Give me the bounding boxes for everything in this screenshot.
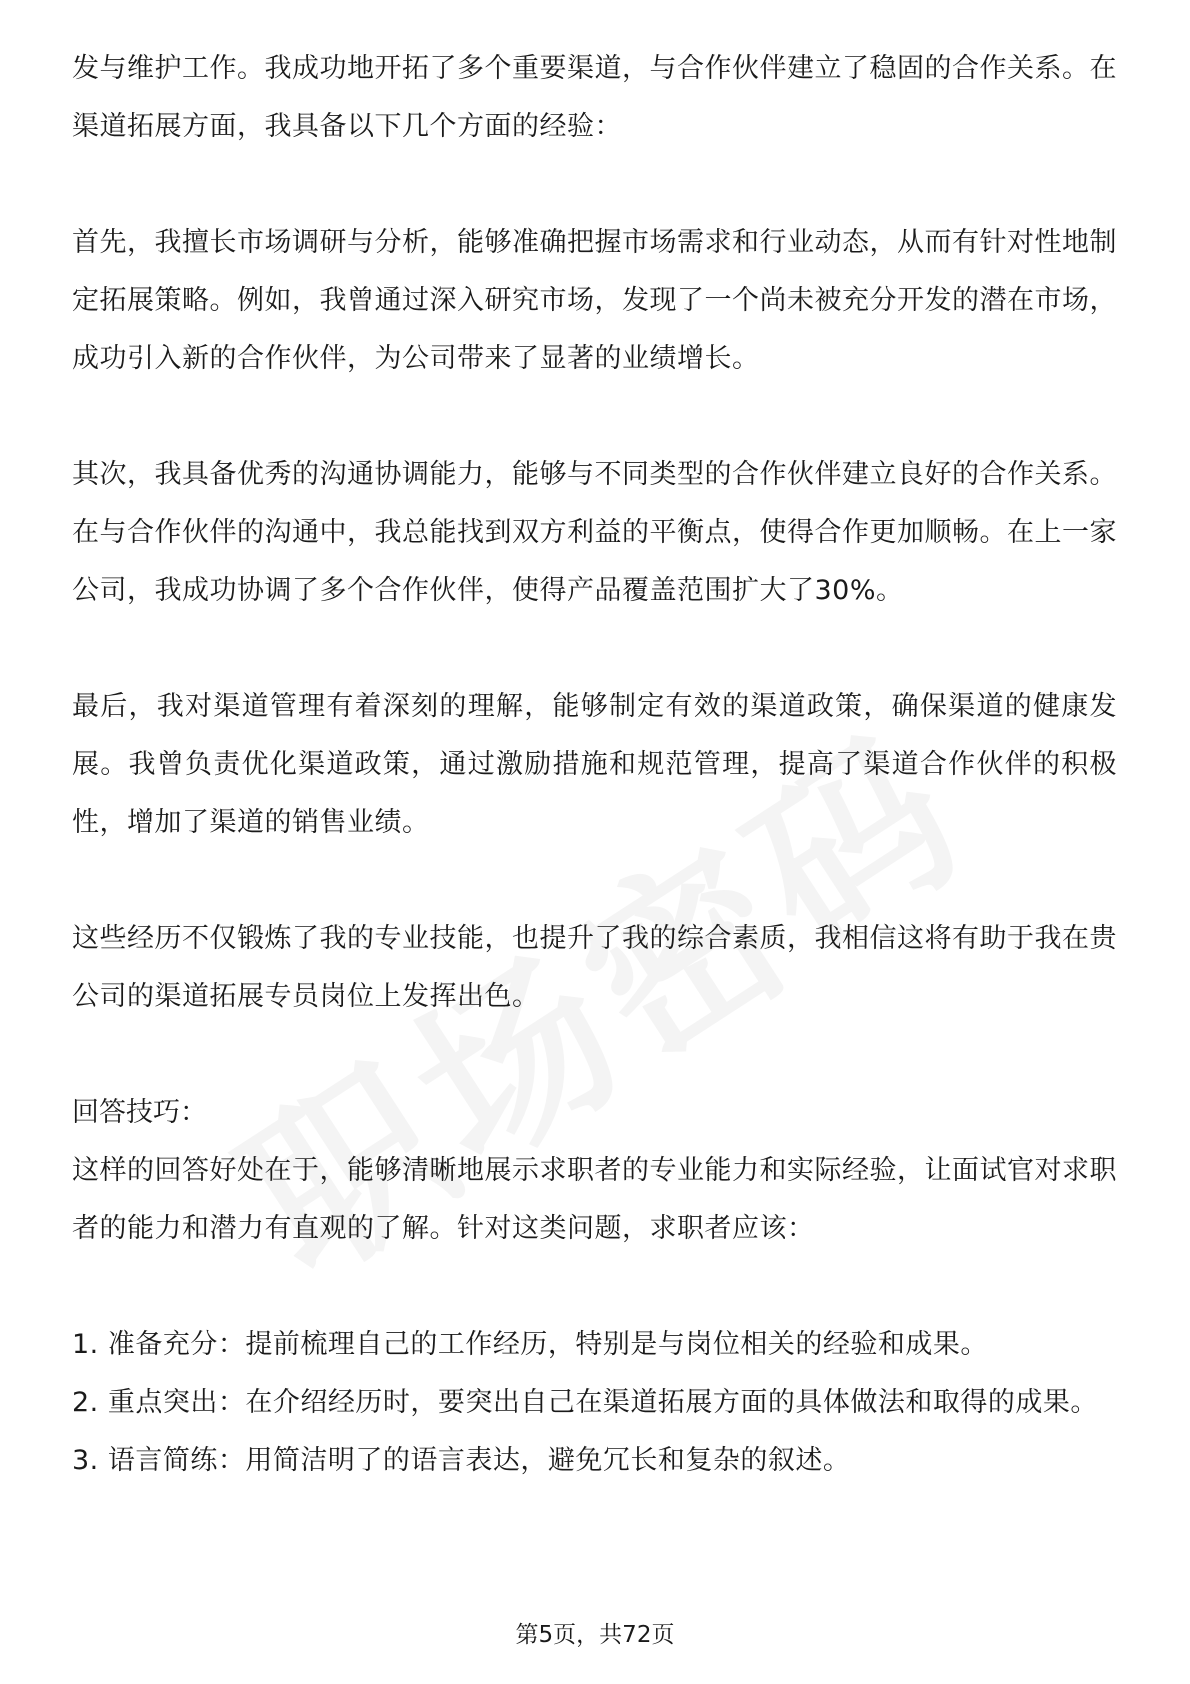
tips-intro: 这样的回答好处在于，能够清晰地展示求职者的专业能力和实际经验，让面试官对求职者的能力和潜力有直观的了解。针对这类问题，求职者应该：: [72, 1155, 1117, 1244]
page-number: 第5页，共72页: [515, 1622, 675, 1648]
tips-heading: 回答技巧：: [72, 1097, 207, 1128]
paragraph-first: 首先，我擅长市场调研与分析，能够准确把握市场需求和行业动态，从而有针对性地制定拓展策略。例如，我曾通过深入研究市场，发现了一个尚未被充分开发的潜在市场，成功引入新的合作伙伴，为公司带来了显著的业绩增长。: [72, 227, 1117, 374]
paragraph-intro: 发与维护工作。我成功地开拓了多个重要渠道，与合作伙伴建立了稳固的合作关系。在渠道拓展方面，我具备以下几个方面的经验：: [72, 53, 1117, 142]
tips-list: [72, 1316, 1117, 1490]
paragraph-last: 最后，我对渠道管理有着深刻的理解，能够制定有效的渠道政策，确保渠道的健康发展。我曾负责优化渠道政策，通过激励措施和规范管理，提高了渠道合作伙伴的积极性，增加了渠道的销售业绩。: [72, 691, 1117, 838]
paragraph-second: 其次，我具备优秀的沟通协调能力，能够与不同类型的合作伙伴建立良好的合作关系。在与合作伙伴的沟通中，我总能找到双方利益的平衡点，使得合作更加顺畅。在上一家公司，我成功协调了多个合作伙伴，使得产品覆盖范围扩大了30%。: [72, 459, 1117, 606]
document-body: [72, 40, 1117, 1490]
list-item: 2. 重点突出：在介绍经历时，要突出自己在渠道拓展方面的具体做法和取得的成果。: [72, 1387, 1098, 1418]
paragraph-summary: 这些经历不仅锻炼了我的专业技能，也提升了我的综合素质，我相信这将有助于我在贵公司的渠道拓展专员岗位上发挥出色。: [72, 923, 1117, 1012]
list-item: 1. 准备充分：提前梳理自己的工作经历，特别是与岗位相关的经验和成果。: [72, 1329, 988, 1360]
list-item: 3. 语言简练：用简洁明了的语言表达，避免冗长和复杂的叙述。: [72, 1445, 851, 1476]
